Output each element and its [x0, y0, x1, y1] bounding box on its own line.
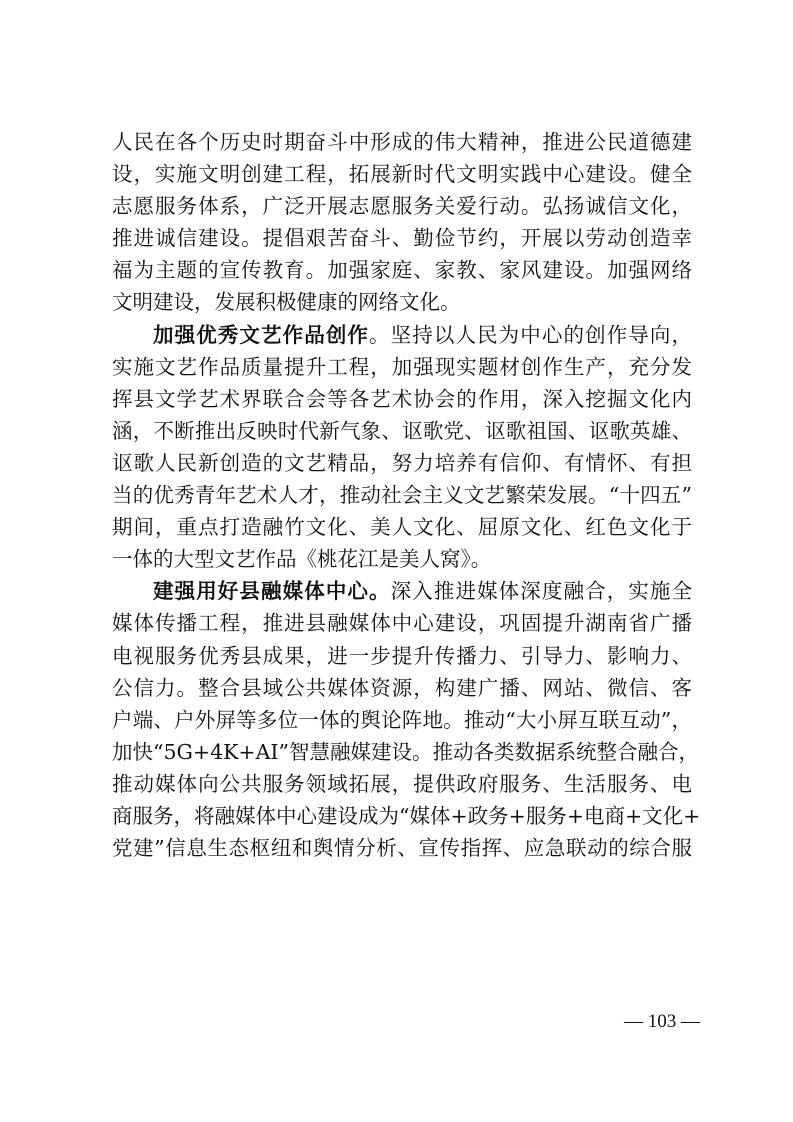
page-number: — 103 — — [624, 1011, 700, 1032]
section-heading: 加强优秀文艺作品创作 — [153, 322, 370, 347]
text-line: 挥县文学艺术界联合会等各艺术协会的作用，深入挖掘文化内 — [112, 386, 692, 411]
text-line: 人民在各个历史时期奋斗中形成的伟大精神，推进公民道德建 — [112, 130, 692, 154]
text-line: 推动媒体向公共服务领域拓展，提供政府服务、生活服务、电 — [112, 771, 692, 796]
text-line: 文明建设，发展积极健康的网络文化。 — [112, 290, 461, 315]
text-line: 一体的大型文艺作品《桃花江是美人窝》。 — [112, 547, 492, 572]
text-line: 商服务，将融媒体中心建设成为“媒体+政务+服务+电商+文化+ — [112, 803, 701, 828]
text-line — [112, 575, 692, 607]
text-line: 实施文艺作品质量提升工程，加强现实题材创作生产，充分发 — [112, 354, 692, 379]
text-line: 公信力。整合县域公共媒体资源，构建广播、网站、微信、客 — [112, 675, 692, 700]
paragraph-3 — [112, 575, 701, 864]
text-run: 。坚持以人民为中心的创作导向， — [369, 322, 693, 347]
text-line: 志愿服务体系，广泛开展志愿服务关爱行动。弘扬诚信文化， — [112, 194, 692, 219]
text-line: 福为主题的宣传教育。加强家庭、家教、家风建设。加强网络 — [112, 258, 692, 283]
paragraph-1 — [112, 126, 692, 319]
section-heading: 建强用好县融媒体中心。 — [153, 579, 391, 604]
body-text — [112, 126, 701, 864]
text-line: 媒体传播工程，推进县融媒体中心建设，巩固提升湖南省广播 — [112, 611, 692, 636]
text-line: 电视服务优秀县成果，进一步提升传播力、引导力、影响力、 — [112, 643, 692, 668]
text-line: 当的优秀青年艺术人才，推动社会主义文艺繁荣发展。“十四五” — [112, 483, 692, 508]
text-line: 设，实施文明创建工程，拓展新时代文明实践中心建设。健全 — [112, 162, 692, 187]
text-run: 深入推进媒体深度融合，实施全 — [390, 579, 693, 604]
text-line: 涵，不断推出反映时代新气象、讴歌党、讴歌祖国、讴歌英雄、 — [112, 418, 692, 443]
text-line: 推进诚信建设。提倡艰苦奋斗、勤俭节约，开展以劳动创造幸 — [112, 226, 692, 251]
text-line: 期间，重点打造融竹文化、美人文化、屈原文化、红色文化于 — [112, 515, 692, 540]
text-line: 党建”信息生态枢纽和舆情分析、宣传指挥、应急联动的综合服 — [112, 836, 692, 861]
paragraph-2 — [112, 319, 692, 576]
text-line: 加快“5G+4K+AI”智慧融媒建设。推动各类数据系统整合融合， — [112, 739, 699, 764]
text-line: 户端、户外屏等多位一体的舆论阵地。推动“大小屏互联互动”， — [112, 707, 692, 732]
text-line: 讴歌人民新创造的文艺精品，努力培养有信仰、有情怀、有担 — [112, 450, 692, 475]
text-line — [112, 319, 692, 351]
